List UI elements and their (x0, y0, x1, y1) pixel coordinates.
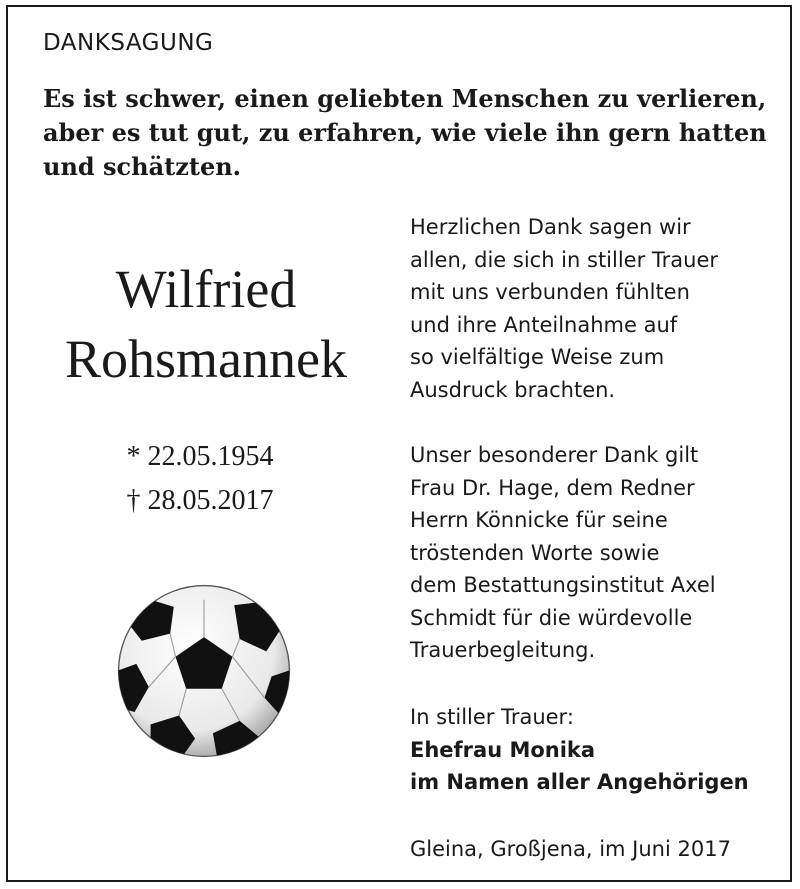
thanks-paragraph (410, 211, 780, 406)
special-thanks-paragraph (410, 439, 780, 667)
motto-quote (43, 82, 767, 184)
motto-line: und schätzten. (43, 152, 242, 181)
motto-line: aber es tut gut, zu erfahren, wie viele ihn gern hatten (43, 118, 767, 147)
text-line: so vielfältige Weise zum (410, 345, 665, 369)
death-date: † 28.05.2017 (126, 485, 274, 516)
notice-heading: DANKSAGUNG (43, 30, 214, 56)
text-line: Frau Dr. Hage, dem Redner (410, 475, 695, 500)
text-line: Trauerbegleitung. (410, 638, 596, 662)
deceased-first-name: Wilfried (115, 259, 297, 319)
place-date-footer: Gleina, Großjena, im Juni 2017 (410, 837, 731, 861)
soccer-ball-icon (115, 582, 293, 760)
text-line: dem Bestattungsinstitut Axel (410, 573, 716, 597)
text-line: Unser besonderer Dank gilt (410, 443, 699, 467)
text-line: Ausdruck brachten. (410, 377, 616, 402)
signature-name: Ehefrau Monika (410, 737, 596, 762)
text-line: allen, die sich in stiller Trauer (410, 247, 719, 272)
text-line: Herrn Könnicke für seine (410, 508, 668, 532)
deceased-last-name: Rohsmannek (65, 329, 347, 389)
text-line: Schmidt für die würdevolle (410, 605, 693, 630)
text-line: Herzlichen Dank sagen wir (410, 215, 691, 239)
signature-family: im Namen aller Angehörigen (410, 770, 749, 794)
birth-date: * 22.05.1954 (126, 441, 274, 472)
text-line: tröstenden Worte sowie (410, 540, 660, 565)
text-line: mit uns verbunden fühlten (410, 280, 690, 304)
signature-intro: In stiller Trauer: (410, 705, 574, 729)
text-line: und ihre Anteilnahme auf (410, 312, 678, 337)
motto-line: Es ist schwer, einen geliebten Menschen zu verlieren, (43, 84, 767, 113)
signature-block (410, 701, 780, 799)
